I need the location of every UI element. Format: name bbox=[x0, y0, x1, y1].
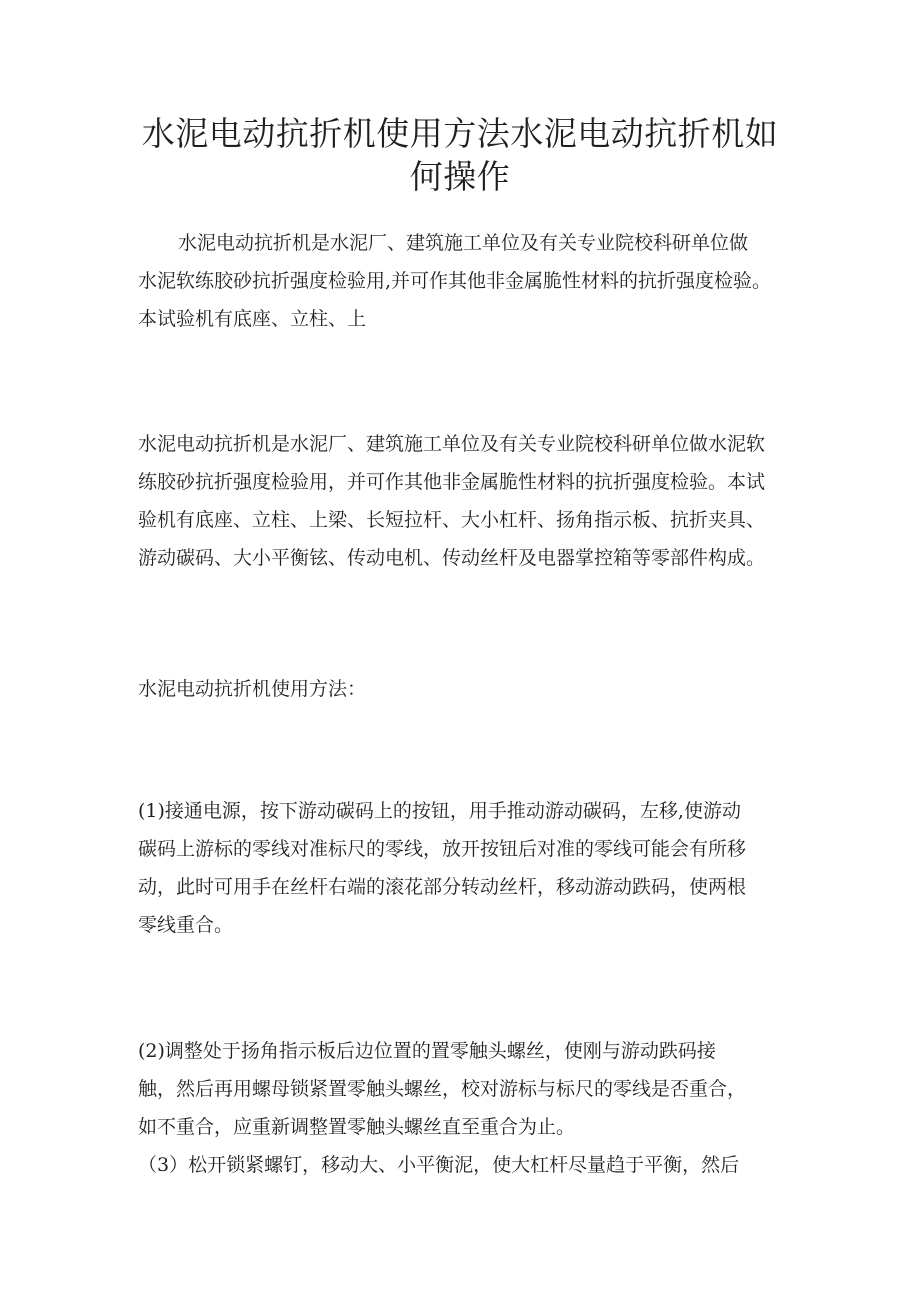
intro-line-2: 水泥软练胶砂抗折强度检验用,并可作其他非金属脆性材料的抗折强度检验。 bbox=[138, 270, 772, 292]
intro-line-3: 本试验机有底座、立柱、上 bbox=[138, 308, 367, 330]
step3-line-1: （3）松开锁紧螺钉，移动大、小平衡泥，使大杠杆尽量趋于平衡，然后 bbox=[138, 1154, 740, 1176]
step1-line-1: (1)接通电源，按下游动碳码上的按钮，用手推动游动碳码，左移,使游动 bbox=[138, 800, 741, 822]
description-line-3: 验机有底座、立柱、上梁、长短拉杆、大小杠杆、扬角指示板、抗折夹具、 bbox=[138, 509, 766, 531]
description-line-1: 水泥电动抗折机是水泥厂、建筑施工单位及有关专业院校科研单位做水泥软 bbox=[138, 433, 766, 455]
description-line-2: 练胶砂抗折强度检验用，并可作其他非金属脆性材料的抗折强度检验。本试 bbox=[138, 471, 766, 493]
step2-line-2: 触，然后再用螺母锁紧置零触头螺丝，校对游标与标尺的零线是否重合， bbox=[138, 1078, 747, 1100]
step1-line-3: 动，此时可用手在丝杆右端的滚花部分转动丝杆，移动游动跌码，使两根 bbox=[138, 876, 747, 898]
step1-line-2: 碳码上游标的零线对准标尺的零线，放开按钮后对准的零线可能会有所移 bbox=[138, 838, 747, 860]
step2-line-1: (2)调整处于扬角指示板后边位置的置零触头螺丝，使刚与游动跌码接 bbox=[138, 1040, 716, 1062]
usage-heading: 水泥电动抗折机使用方法： bbox=[138, 678, 367, 700]
document-title-line-1: 水泥电动抗折机使用方法水泥电动抗折机如 bbox=[141, 114, 779, 153]
description-line-4: 游动碳码、大小平衡铉、传动电机、传动丝杆及电器掌控箱等零部件构成。 bbox=[138, 547, 766, 569]
step1-line-4: 零线重合。 bbox=[138, 914, 234, 936]
intro-line-1: 水泥电动抗折机是水泥厂、建筑施工单位及有关专业院校科研单位做 bbox=[178, 232, 749, 254]
document-title-line-2: 何操作 bbox=[409, 157, 511, 196]
step2-line-3: 如不重合，应重新调整置零触头螺丝直至重合为止。 bbox=[138, 1116, 576, 1138]
